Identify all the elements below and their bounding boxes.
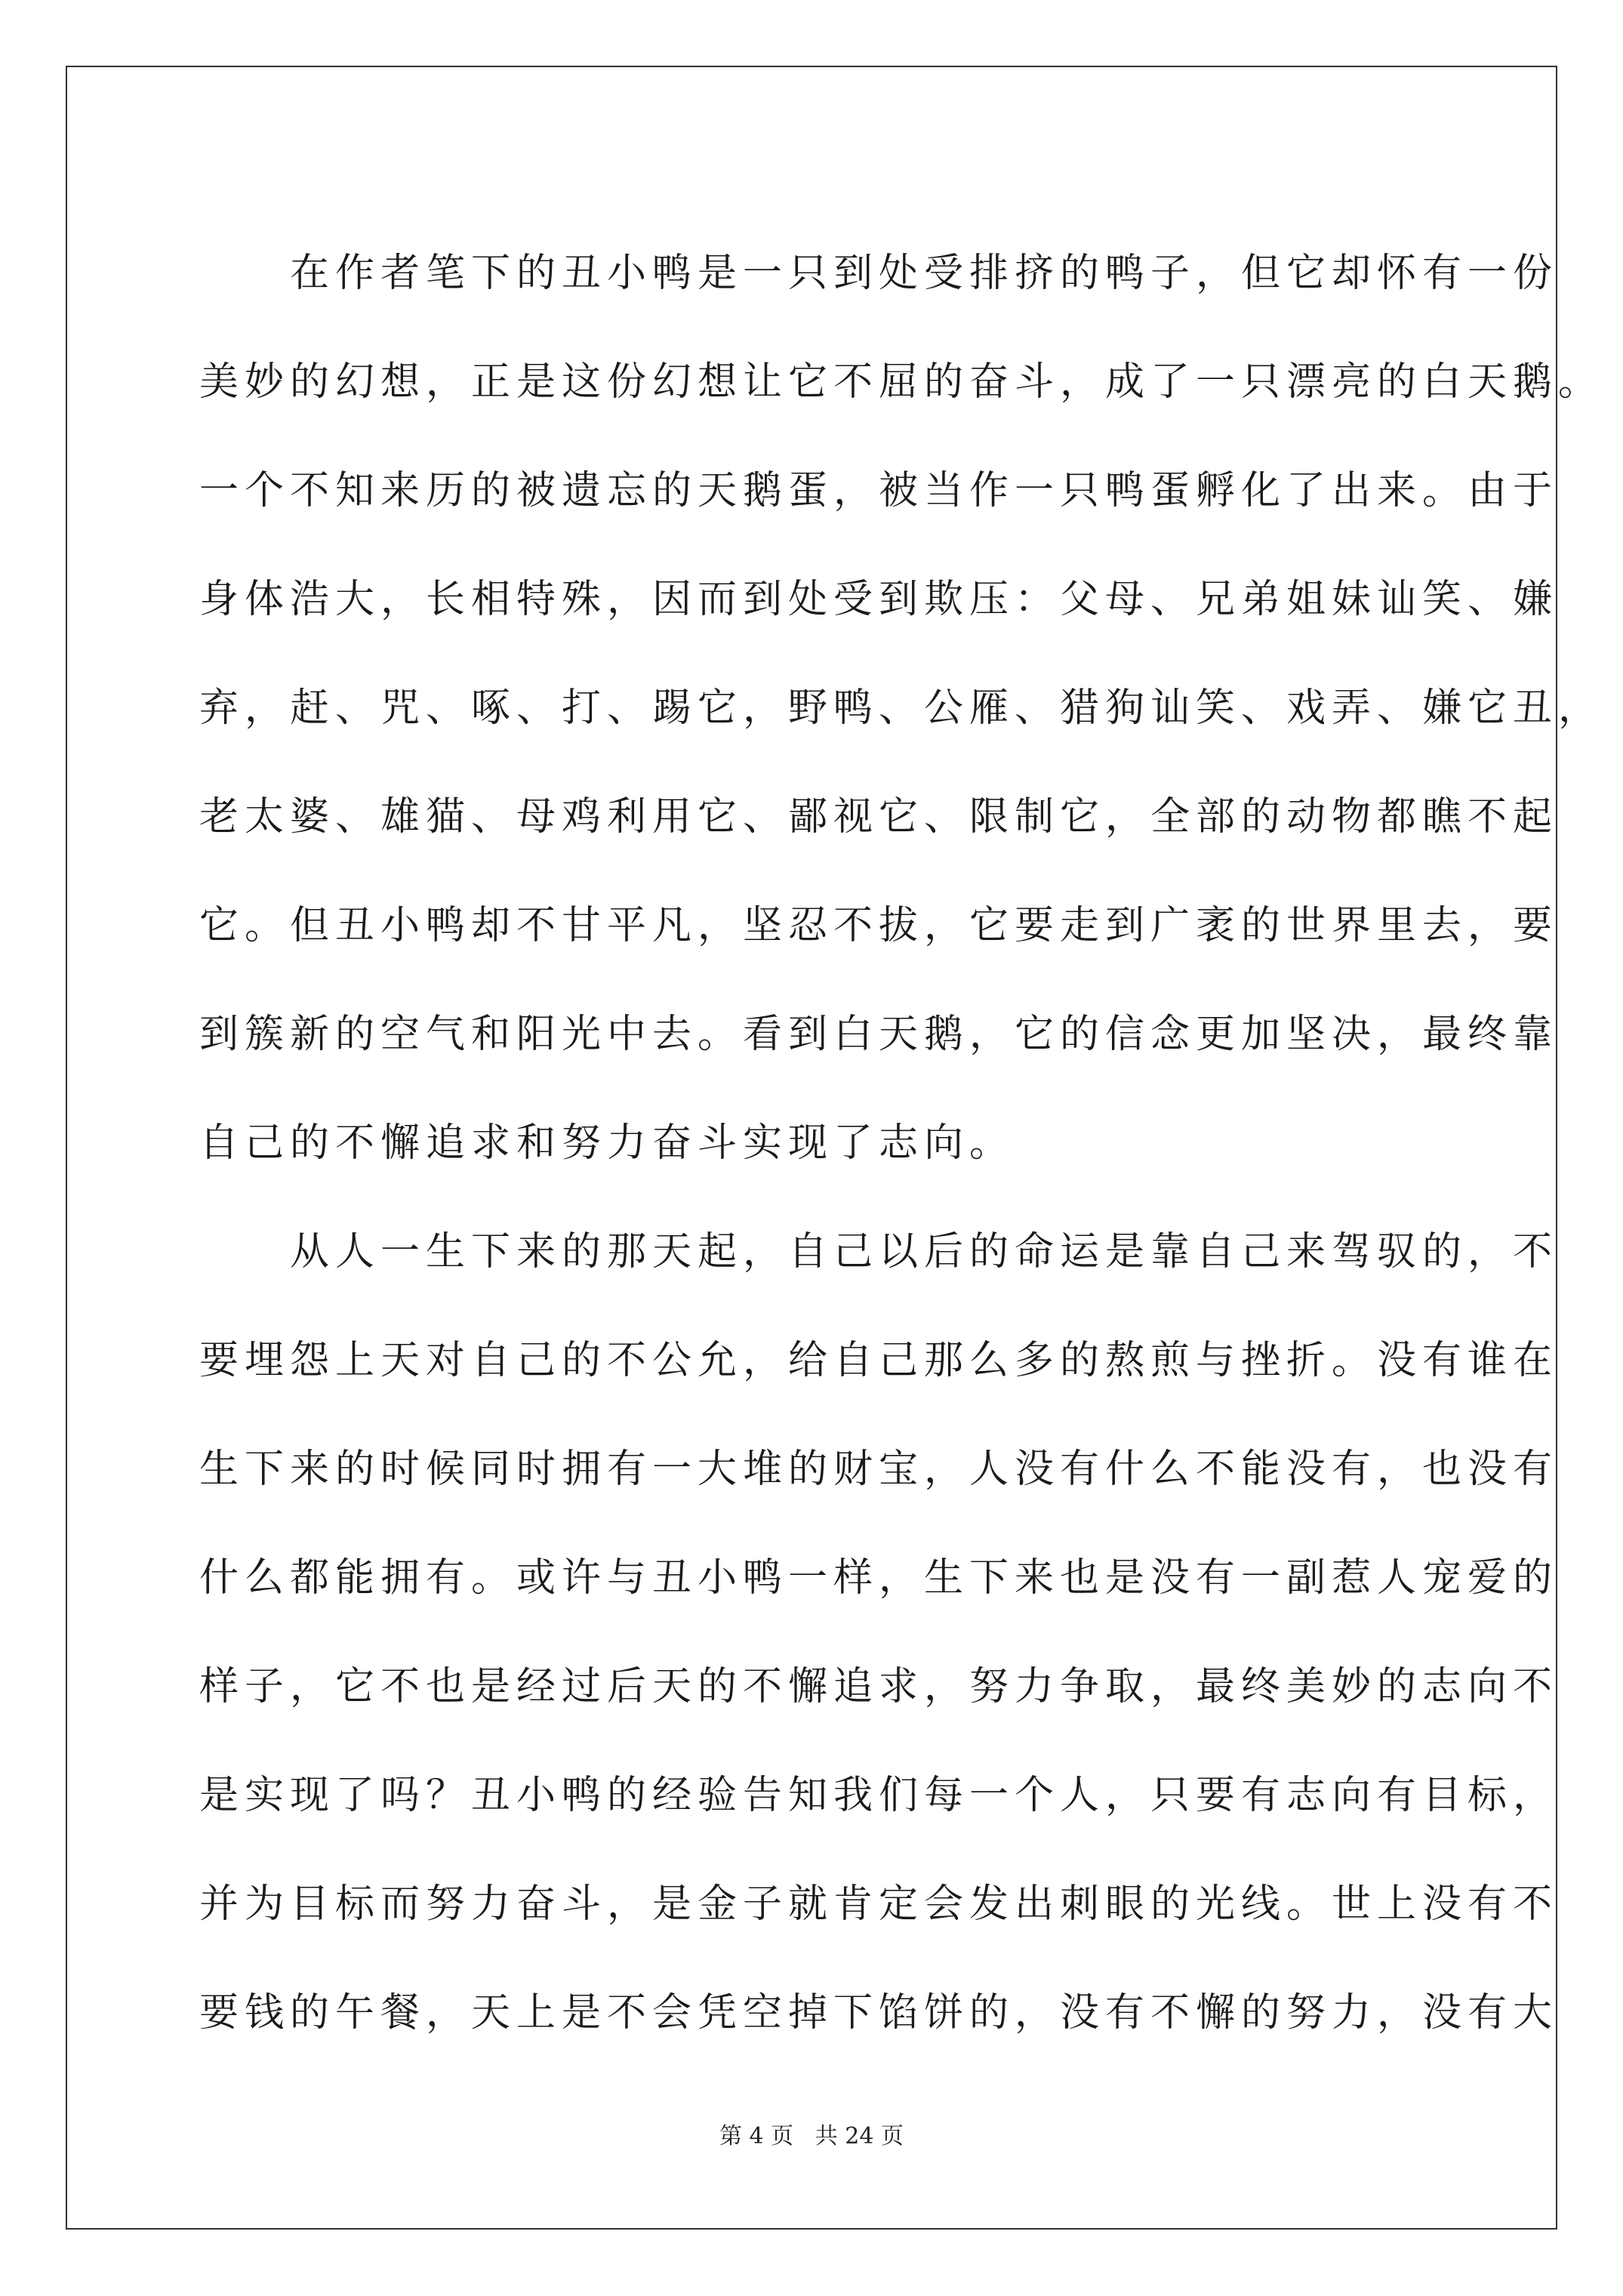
footer-gap [793, 2123, 815, 2150]
text-line: 老太婆、雄猫、母鸡利用它、鄙视它、限制它，全部的动物都瞧不起 [199, 794, 1559, 840]
text-line: 到簇新的空气和阳光中去。看到白天鹅，它的信念更加坚决，最终靠 [199, 1012, 1559, 1057]
text-line: 要埋怨上天对自己的不公允，给自己那么多的熬煎与挫折。没有谁在 [199, 1338, 1559, 1383]
text-line: 要钱的午餐，天上是不会凭空掉下馅饼的，没有不懈的努力，没有大 [199, 1990, 1559, 2036]
text-line: 美妙的幻想，正是这份幻想让它不屈的奋斗，成了一只漂亮的白天鹅。 [199, 359, 1604, 405]
text-line: 身体浩大，长相特殊，因而到处受到欺压：父母、兄弟姐妹讪笑、嫌 [199, 577, 1559, 622]
text-line: 一个不知来历的被遗忘的天鹅蛋，被当作一只鸭蛋孵化了出来。由于 [199, 468, 1559, 513]
text-line: 它。但丑小鸭却不甘平凡，坚忍不拔，它要走到广袤的世界里去，要 [199, 903, 1559, 948]
text-line: 在作者笔下的丑小鸭是一只到处受排挤的鸭子，但它却怀有一份 [199, 251, 1559, 296]
document-body [199, 219, 1604, 2067]
text-line: 样子，它不也是经过后天的不懈追求，努力争取，最终美妙的志向不 [199, 1664, 1559, 1709]
text-line: 从人一生下来的那天起，自己以后的命运是靠自己来驾驭的，不 [199, 1229, 1559, 1274]
text-line: 并为目标而努力奋斗，是金子就肯定会发出刺眼的光线。世上没有不 [199, 1881, 1559, 1927]
text-line: 是实现了吗？丑小鸭的经验告知我们每一个人，只要有志向有目标， [199, 1773, 1559, 1818]
text-line: 弃，赶、咒、啄、打、踢它，野鸭、公雁、猎狗讪笑、戏弄、嫌它丑， [199, 686, 1604, 731]
page-number: 第 4 页 [719, 2123, 794, 2150]
text-line: 自己的不懈追求和努力奋斗实现了志向。 [199, 1120, 1015, 1166]
total-pages: 共 24 页 [815, 2123, 904, 2150]
page-footer [0, 2117, 1623, 2150]
text-line: 生下来的时候同时拥有一大堆的财宝，人没有什么不能没有，也没有 [199, 1447, 1559, 1492]
text-line: 什么都能拥有。或许与丑小鸭一样，生下来也是没有一副惹人宠爱的 [199, 1555, 1559, 1601]
